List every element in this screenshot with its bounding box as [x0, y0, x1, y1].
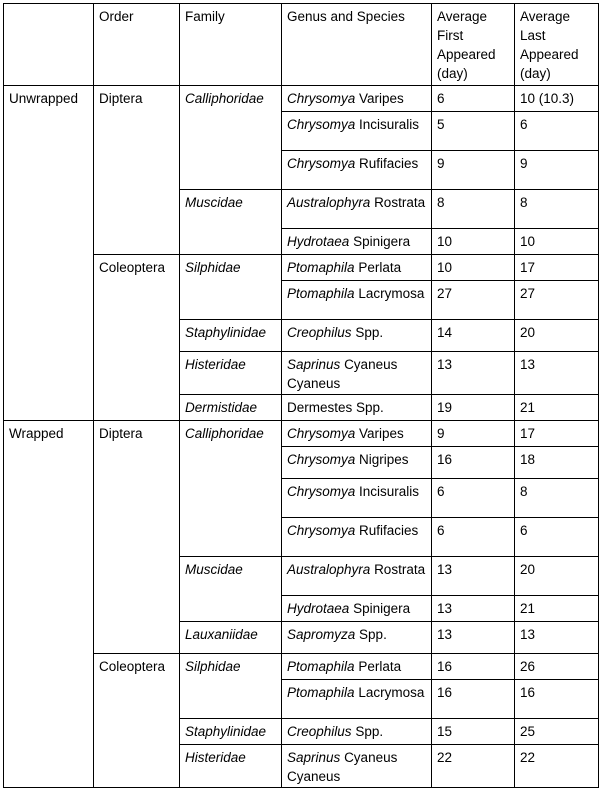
family-cell: Histeridae [180, 745, 282, 788]
genus-name: Ptomaphila [287, 260, 355, 275]
species-name: Perlata [358, 659, 402, 674]
family-cell: Dermistidae [180, 395, 282, 421]
first-appeared-cell: 6 [432, 518, 515, 557]
last-appeared-cell: 8 [515, 479, 599, 518]
species-cell [282, 151, 432, 190]
family-cell: Calliphoridae [180, 86, 282, 190]
last-appeared-cell: 10 (10.3) [515, 86, 599, 112]
species-cell [282, 557, 432, 596]
species-cell [282, 596, 432, 622]
family-cell: Staphylinidae [180, 719, 282, 745]
first-appeared-cell: 13 [432, 352, 515, 395]
species-name: Spp. [355, 325, 384, 340]
last-appeared-cell: 25 [515, 719, 599, 745]
genus-name: Saprinus [287, 357, 341, 372]
last-appeared-cell: 13 [515, 352, 599, 395]
family-cell: Silphidae [180, 654, 282, 719]
genus-name: Chrysomya [287, 484, 356, 499]
species-cell [282, 395, 432, 421]
table-row [4, 421, 599, 447]
species-name: Spinigera [353, 234, 411, 249]
genus-name: Hydrotaea [287, 234, 350, 249]
genus-name: Creophilus [287, 325, 352, 340]
species-cell [282, 622, 432, 654]
species-name: Incisuralis [359, 117, 420, 132]
first-appeared-cell: 13 [432, 557, 515, 596]
genus-name: Chrysomya [287, 117, 356, 132]
species-cell [282, 281, 432, 320]
species-name: Lacrymosa [358, 685, 425, 700]
first-appeared-cell: 5 [432, 112, 515, 151]
species-cell [282, 447, 432, 479]
first-appeared-cell: 16 [432, 654, 515, 680]
species-name: Spp. [355, 724, 384, 739]
first-appeared-cell: 6 [432, 86, 515, 112]
species-name: Cyaneus Cyaneus [287, 357, 398, 391]
last-appeared-cell: 20 [515, 557, 599, 596]
header-order: Order [94, 4, 180, 86]
genus-name: Saprinus [287, 750, 341, 765]
species-cell [282, 654, 432, 680]
header-family: Family [180, 4, 282, 86]
family-cell: Histeridae [180, 352, 282, 395]
first-appeared-cell: 15 [432, 719, 515, 745]
species-name: Incisuralis [359, 484, 420, 499]
last-appeared-cell: 17 [515, 421, 599, 447]
genus-name: Chrysomya [287, 523, 356, 538]
species-name: Dermestes Spp. [287, 400, 384, 415]
family-cell: Muscidae [180, 557, 282, 622]
species-name: Varipes [359, 91, 404, 106]
last-appeared-cell: 26 [515, 654, 599, 680]
species-name: Nigripes [359, 452, 409, 467]
species-cell [282, 719, 432, 745]
genus-name: Chrysomya [287, 426, 356, 441]
family-cell: Staphylinidae [180, 320, 282, 352]
last-appeared-cell: 8 [515, 190, 599, 229]
species-name: Rufifacies [359, 156, 419, 171]
genus-name: Australophyra [287, 195, 371, 210]
species-name: Rufifacies [359, 523, 419, 538]
last-appeared-cell: 6 [515, 112, 599, 151]
last-appeared-cell: 22 [515, 745, 599, 788]
first-appeared-cell: 13 [432, 622, 515, 654]
last-appeared-cell: 20 [515, 320, 599, 352]
last-appeared-cell: 27 [515, 281, 599, 320]
family-cell: Muscidae [180, 190, 282, 255]
genus-name: Australophyra [287, 562, 371, 577]
genus-name: Ptomaphila [287, 286, 355, 301]
family-cell: Calliphoridae [180, 421, 282, 557]
first-appeared-cell: 9 [432, 151, 515, 190]
first-appeared-cell: 8 [432, 190, 515, 229]
table-row [4, 654, 599, 680]
last-appeared-cell: 10 [515, 229, 599, 255]
genus-name: Chrysomya [287, 91, 356, 106]
last-appeared-cell: 18 [515, 447, 599, 479]
order-cell: Diptera [94, 86, 180, 255]
species-cell [282, 229, 432, 255]
species-cell [282, 352, 432, 395]
family-cell: Silphidae [180, 255, 282, 320]
genus-name: Hydrotaea [287, 601, 350, 616]
first-appeared-cell: 10 [432, 255, 515, 281]
species-cell [282, 745, 432, 788]
header-first-appeared: Average First Appeared (day) [432, 4, 515, 86]
species-cell [282, 190, 432, 229]
first-appeared-cell: 10 [432, 229, 515, 255]
first-appeared-cell: 13 [432, 596, 515, 622]
last-appeared-cell: 21 [515, 395, 599, 421]
family-cell: Lauxaniidae [180, 622, 282, 654]
species-name: Spp. [359, 627, 387, 642]
species-cell [282, 320, 432, 352]
first-appeared-cell: 19 [432, 395, 515, 421]
header-row [4, 4, 599, 86]
header-last-appeared: Average Last Appeared (day) [515, 4, 599, 86]
species-name: Rostrata [374, 562, 426, 577]
group-cell: Wrapped [4, 421, 94, 788]
genus-name: Ptomaphila [287, 659, 355, 674]
last-appeared-cell: 16 [515, 680, 599, 719]
table-row [4, 255, 599, 281]
species-cell [282, 680, 432, 719]
header-group [4, 4, 94, 86]
genus-name: Creophilus [287, 724, 352, 739]
group-cell: Unwrapped [4, 86, 94, 421]
first-appeared-cell: 16 [432, 447, 515, 479]
last-appeared-cell: 6 [515, 518, 599, 557]
species-name: Spinigera [353, 601, 411, 616]
last-appeared-cell: 9 [515, 151, 599, 190]
species-name: Lacrymosa [358, 286, 425, 301]
species-cell [282, 421, 432, 447]
genus-name: Ptomaphila [287, 685, 355, 700]
species-cell [282, 255, 432, 281]
species-cell [282, 518, 432, 557]
first-appeared-cell: 27 [432, 281, 515, 320]
species-cell [282, 86, 432, 112]
order-cell: Coleoptera [94, 255, 180, 421]
first-appeared-cell: 14 [432, 320, 515, 352]
order-cell: Diptera [94, 421, 180, 654]
last-appeared-cell: 21 [515, 596, 599, 622]
genus-name: Sapromyza [287, 627, 356, 642]
species-name: Cyaneus Cyaneus [287, 750, 398, 784]
species-cell [282, 479, 432, 518]
last-appeared-cell: 13 [515, 622, 599, 654]
first-appeared-cell: 22 [432, 745, 515, 788]
header-genus-species: Genus and Species [282, 4, 432, 86]
genus-name: Chrysomya [287, 452, 356, 467]
first-appeared-cell: 16 [432, 680, 515, 719]
insect-succession-table [3, 3, 599, 788]
first-appeared-cell: 9 [432, 421, 515, 447]
order-cell: Coleoptera [94, 654, 180, 788]
species-name: Rostrata [374, 195, 426, 210]
genus-name: Chrysomya [287, 156, 356, 171]
species-cell [282, 112, 432, 151]
species-name: Perlata [358, 260, 402, 275]
table-row [4, 86, 599, 112]
species-name: Varipes [359, 426, 404, 441]
first-appeared-cell: 6 [432, 479, 515, 518]
last-appeared-cell: 17 [515, 255, 599, 281]
